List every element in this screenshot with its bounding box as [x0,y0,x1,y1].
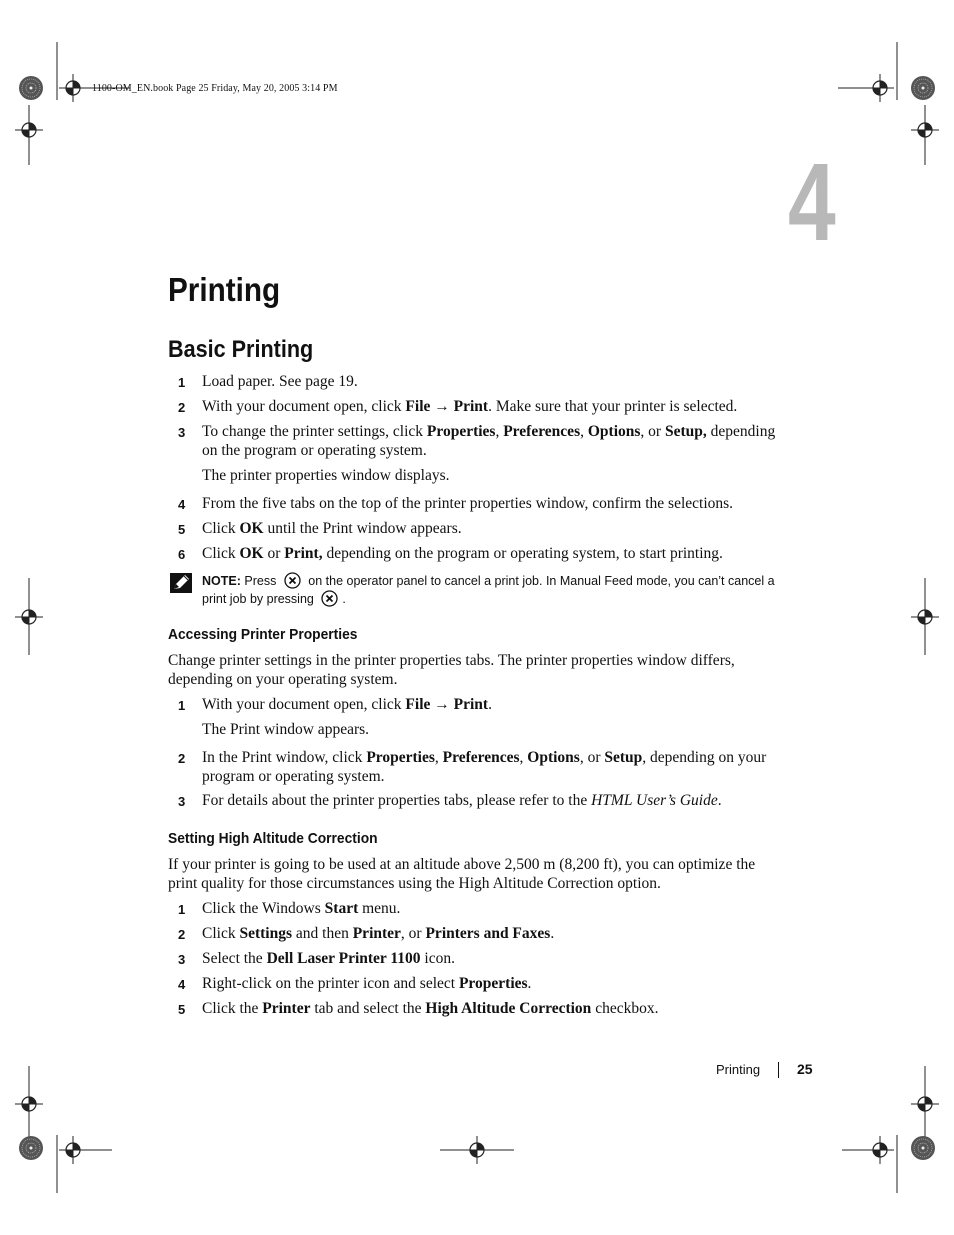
step-number: 5 [178,522,186,537]
step-number: 2 [178,927,186,942]
step-number: 3 [178,952,186,967]
bold-term: File [405,696,431,713]
text-run: For details about the printer properties tabs, please refer to the [202,792,592,809]
note-label: NOTE: [202,574,241,588]
step-text [202,924,792,943]
text-run: . [550,925,555,942]
text-run: depending on the program or operating system, to start printing. [322,545,723,562]
bold-term: Settings [239,925,293,942]
bold-term: Options [527,749,580,766]
subsection-heading-altitude: Setting High Altitude Correction [168,830,378,847]
bold-term: Printer [262,1000,311,1017]
text-run: From the five tabs on the top of the printer properties window, confirm the selections. [202,495,734,512]
step-text [202,695,792,714]
note-text: on the operator panel to cancel a print job. In Manual Feed mode, you can’t cancel a [308,574,775,588]
bold-term: Print [453,398,489,415]
footer-divider [778,1062,779,1078]
text-run: until the Print window appears. [263,520,462,537]
step-number: 4 [178,977,186,992]
text-run: . [488,696,492,713]
text-run: To change the printer settings, click [202,423,427,440]
bold-term: Preferences [503,423,581,440]
bold-term: Print, [284,545,323,562]
text-run: With your document open, click [202,696,406,713]
bold-term: File [405,398,431,415]
step-number: 3 [178,425,186,440]
text-run: , [519,749,528,766]
book-header-line: 1100-OM_EN.book Page 25 Friday, May 20, 2005 3:14 PM [92,83,338,94]
note-text: print job by pressing [202,592,314,606]
text-run: , [495,423,504,440]
text-run: Click the Windows [202,900,325,917]
text-run: Click [202,925,240,942]
subsection-heading-accessing: Accessing Printer Properties [168,626,358,643]
step-text [202,372,792,391]
text-run: , or [400,925,426,942]
text-run: → [430,696,454,713]
step-number: 1 [178,698,186,713]
step-number: 4 [178,497,186,512]
text-run: . [527,975,532,992]
bold-term: Printers and Faxes [425,925,551,942]
italic-term: HTML User’s Guide [591,792,718,809]
text-run: , or [579,749,605,766]
step-text [202,999,792,1018]
note-text: . [342,592,346,606]
step-number: 1 [178,902,186,917]
footer-section-label: Printing [716,1062,761,1077]
text-run: , or [640,423,665,440]
text-run: , [434,749,443,766]
step-text [202,748,792,786]
bold-term: Printer [352,925,401,942]
bold-term: Options [587,423,641,440]
text-run: Click [202,520,240,537]
step-text [202,422,792,460]
step-text [202,949,792,968]
text-run: Load paper. See page 19. [202,373,358,390]
chapter-number: 4 [788,141,836,264]
bold-term: OK [239,520,264,537]
text-run: , depending on your program or operating system. [202,749,767,785]
bold-term: Dell Laser Printer 1100 [266,950,421,967]
chapter-title: Printing [168,271,281,308]
step-text [202,397,792,416]
step-sub-text: The Print window appears. [202,721,370,738]
step-text [202,544,792,563]
note-text: Press [244,574,277,588]
step-sub-text: The printer properties window displays. [202,467,450,484]
bold-term: Properties [458,975,528,992]
accessing-intro: Change printer settings in the printer properties tabs. The printer properties window differs, depending on your operating system. [168,652,735,688]
text-run: → [430,398,454,415]
text-run: or [263,545,285,562]
bold-term: Preferences [442,749,520,766]
step-number: 2 [178,400,186,415]
cancel-button-icon [284,572,301,589]
text-run: . Make sure that your printer is selected. [488,398,738,415]
bold-term: Setup [604,749,643,766]
text-run: . [717,792,722,809]
bold-term: Properties [366,749,435,766]
text-run: With your document open, click [202,398,406,415]
bold-term: OK [239,545,264,562]
text-run: In the Print window, click [202,749,367,766]
text-run: , [580,423,588,440]
bold-term: Print [453,696,489,713]
text-run: tab and select the [310,1000,426,1017]
step-number: 2 [178,751,186,766]
step-text [202,519,792,538]
cancel-button-icon [321,590,338,607]
step-text [202,899,792,918]
bold-term: Setup, [664,423,707,440]
text-run: Right-click on the printer icon and select [202,975,459,992]
text-run: Click the [202,1000,263,1017]
text-run: and then [292,925,353,942]
bold-term: High Altitude Correction [425,1000,592,1017]
step-number: 3 [178,794,186,809]
text-run: Select the [202,950,267,967]
bold-term: Start [324,900,359,917]
step-number: 1 [178,375,186,390]
note-pencil-icon [170,573,192,593]
text-run: depending on the program or operating system. [202,423,776,459]
text-run: menu. [358,900,401,917]
step-text [202,494,792,513]
step-number: 6 [178,547,186,562]
section-heading-basic-printing: Basic Printing [168,336,314,363]
bold-term: Properties [426,423,496,440]
text-run: icon. [420,950,455,967]
step-number: 5 [178,1002,186,1017]
altitude-intro: If your printer is going to be used at an altitude above 2,500 m (8,200 ft), you can optimize the print quality for those circumstances using the High Altitude Correction option. [168,856,756,892]
text-run: checkbox. [591,1000,659,1017]
step-text [202,974,792,993]
step-text [202,791,792,810]
footer-page-number: 25 [797,1061,813,1077]
text-run: Click [202,545,240,562]
